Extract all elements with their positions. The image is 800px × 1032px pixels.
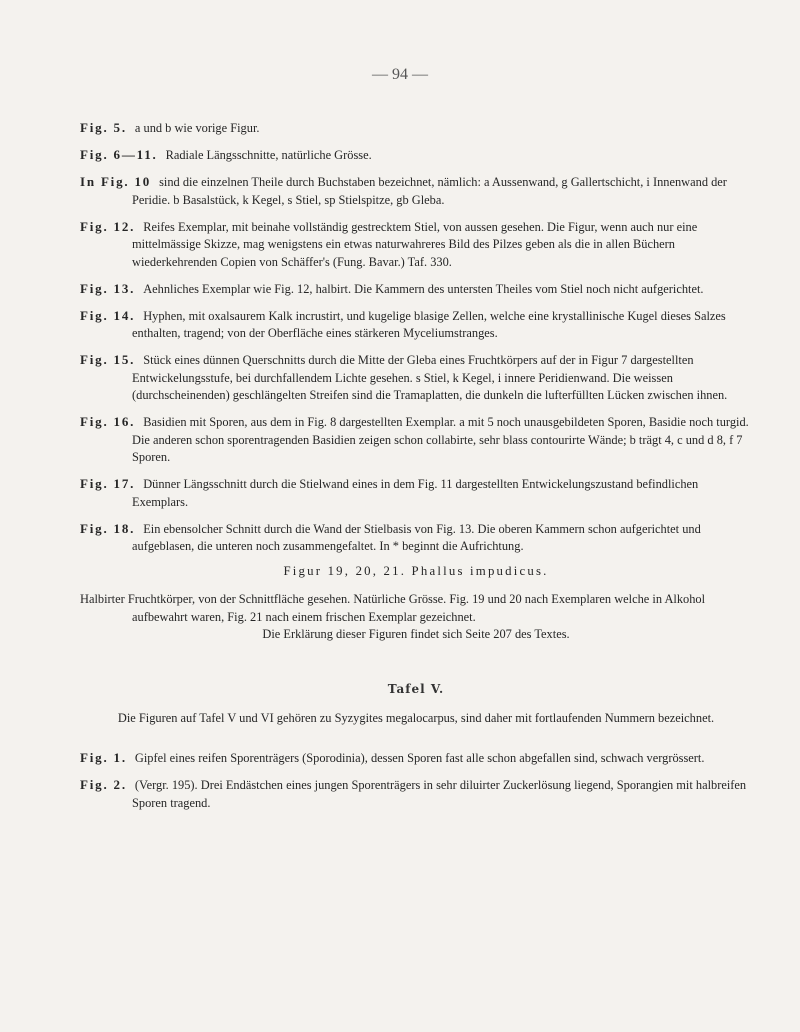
phallus-text: Halbirter Fruchtkörper, von der Schnittfläche gesehen. Natürliche Grösse. Fig. 19 und 20 nach Exemplaren welche in Alkohol aufbewahrt waren, Fig. 21 nach einem frischen Exemplar gezeichnet. bbox=[80, 592, 706, 624]
phallus-heading: Figur 19, 20, 21. Phallus impudicus. bbox=[283, 564, 549, 578]
figure-entry bbox=[80, 307, 752, 343]
figure-entry bbox=[80, 413, 752, 467]
tafel-figure-explanations bbox=[80, 749, 752, 812]
figure-entry bbox=[80, 749, 752, 768]
main-content bbox=[80, 119, 752, 821]
figure-label: Fig. 16. bbox=[80, 414, 136, 429]
figure-label: Fig. 17. bbox=[80, 476, 136, 491]
figure-entry bbox=[80, 173, 752, 209]
figure-entry bbox=[80, 146, 752, 165]
figure-label: Fig. 13. bbox=[80, 280, 136, 296]
figure-text: Gipfel eines reifen Sporenträgers (Sporodinia), dessen Sporen fast alle schon abgefallen sind, schwach vergrössert. bbox=[134, 751, 705, 765]
figure-text: a und b wie vorige Figur. bbox=[134, 121, 260, 135]
figure-label: Fig. 15. bbox=[80, 352, 136, 367]
figure-entry bbox=[80, 351, 752, 405]
figure-text: (Vergr. 195). Drei Endästchen eines jungen Sporenträgers in sehr diluirter Zuckerlösung liegend, Sporangien mit halbreifen Sporen tragend. bbox=[132, 778, 747, 810]
page-number: — 94 — bbox=[372, 66, 428, 83]
tafel-heading: Tafel V. bbox=[387, 681, 445, 696]
figure-text: Stück eines dünnen Querschnitts durch die Mitte der Gleba eines Fruchtkörpers auf der in Figur 7 dargestellten Entwickelungsstufe, bei durchfallendem Lichte gesehen. s Stiel, k Kegel, i innere Peridienwand. Die weissen (durchscheinenden) geschlängelten Streifen sind die Tramaplatten, die dunkeln die lufterfüllten Lücken zwischen ihnen. bbox=[132, 353, 728, 402]
figure-text: Reifes Exemplar, mit beinahe vollständig gestrecktem Stiel, von aussen gesehen. Die Figur, wenn auch nur eine mittelmässige Skizze, mag wenigstens ein etwas naturwahreres Bild des Pilzes geben als die in allen Büchern wiederkehrenden Copien von Schäffer's (Fung. Bavar.) Taf. 330. bbox=[132, 219, 698, 269]
figure-text: Dünner Längsschnitt durch die Stielwand eines in dem Fig. 11 dargestellten Entwickelungszustand befindlichen Exemplars. bbox=[132, 477, 699, 509]
figure-entry bbox=[80, 119, 752, 138]
figure-text: Basidien mit Sporen, aus dem in Fig. 8 dargestellten Exemplar. a mit 5 noch unausgebildeten Sporen, Basidie noch turgid. Die anderen schon sporentragenden Basidien zeigen schon collabirte, sehr blass contourirte Wände; b trägt 4, c und d 8, f 7 Sporen. bbox=[132, 415, 749, 464]
figure-text: Aehnliches Exemplar wie Fig. 12, halbirt. Die Kammern des untersten Theiles vom Stiel noch nicht aufgerichtet. bbox=[143, 281, 704, 296]
figure-explanations bbox=[80, 119, 752, 556]
figure-text: sind die einzelnen Theile durch Buchstaben bezeichnet, nämlich: a Aussenwand, g Gallertschicht, i Innenwand der Peridie. b Basalstück, k Kegel, s Stiel, sp Stielspitze, gb Gleba. bbox=[132, 175, 727, 207]
figure-label: Fig. 14. bbox=[80, 307, 136, 323]
figure-entry bbox=[80, 776, 752, 812]
figure-entry bbox=[80, 218, 752, 272]
figure-label: Fig. 12. bbox=[80, 218, 136, 234]
figure-entry bbox=[80, 520, 752, 556]
figure-label: In Fig. 10 bbox=[80, 174, 152, 189]
figure-label: Fig. 5. bbox=[80, 120, 127, 135]
phallus-description bbox=[80, 591, 752, 626]
tafel-intro: Die Figuren auf Tafel V und VI gehören zu Syzygites megalocarpus, sind daher mit fortlaufenden Nummern bezeichnet. bbox=[117, 710, 715, 725]
figure-entry bbox=[80, 475, 752, 511]
figure-label: Fig. 2. bbox=[80, 777, 127, 792]
figure-label: Fig. 1. bbox=[80, 750, 127, 765]
figure-text: Radiale Längsschnitte, natürliche Grösse. bbox=[165, 148, 372, 162]
phallus-note: Die Erklärung dieser Figuren findet sich Seite 207 des Textes. bbox=[262, 627, 570, 641]
figure-text: Hyphen, mit oxalsaurem Kalk incrustirt, und kugelige blasige Zellen, welche eine krystallinische Kugel dieses Salzes enthalten, tragend; von der Oberfläche eines stärkeren Myceliumstranges. bbox=[132, 308, 726, 340]
figure-label: Fig. 18. bbox=[80, 520, 136, 536]
figure-label: Fig. 6—11. bbox=[80, 147, 158, 162]
figure-entry bbox=[80, 280, 752, 299]
figure-text: Ein ebensolcher Schnitt durch die Wand der Stielbasis von Fig. 13. Die oberen Kammern schon aufgerichtet und aufgeblasen, die unteren noch zusammengefaltet. In * beginnt die Aufrichtung. bbox=[132, 521, 701, 553]
